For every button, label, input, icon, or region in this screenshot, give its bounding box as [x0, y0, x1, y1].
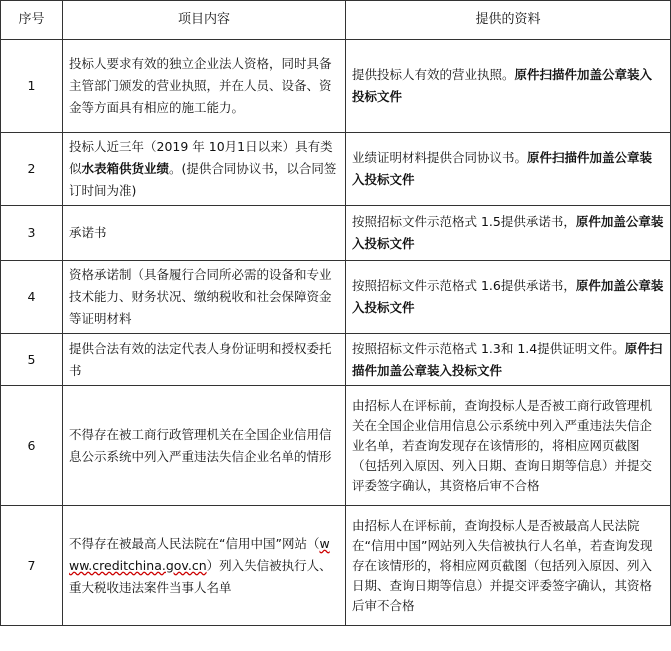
row-docs: 由招标人在评标前，查询投标人是否被工商行政管理机关在全国企业信用信息公示系统中列入严重违法失信企业名单，若查询发现存在该情形的，将相应网页截图（包括列入原因、列入日期、查询日期等信息）并提交评委签字确认，其资格后审不合格 [346, 386, 671, 506]
website-link[interactable]: www.creditchina.gov.cn [69, 535, 330, 573]
header-item: 项目内容 [63, 1, 346, 40]
row-no: 6 [1, 386, 63, 506]
item-text-tail: ）列入失信被执行人、重大税收违法案件当事人名单 [69, 557, 332, 595]
docs-text: 按照招标文件示范格式 1.3和 1.4提供证明文件。 [352, 340, 625, 356]
row-docs [346, 261, 671, 334]
docs-text: 业绩证明材料提供合同协议书。 [352, 150, 528, 165]
docs-bold-text: 原件加盖公章装入投标文件 [352, 278, 664, 315]
docs-bold-text: 原件扫描件加盖公章装入投标文件 [352, 340, 663, 378]
table-row [1, 386, 671, 506]
table-row [1, 206, 671, 261]
table-row [1, 40, 671, 133]
row-no: 5 [1, 334, 63, 386]
docs-bold-text: 原件加盖公章装入投标文件 [352, 214, 664, 251]
docs-text: 按照招标文件示范格式 1.6提供承诺书， [352, 278, 576, 293]
row-docs [346, 206, 671, 261]
item-text-tail: 。(提供合同协议书，以合同签订时间为准) [69, 161, 337, 198]
row-docs: 由招标人在评标前，查询投标人是否被最高人民法院在“信用中国”网站列入失信被执行人名单，若查询发现存在该情形的，将相应网页截图（包括列入原因、列入日期、查询日期等信息）并提交评委签字确认，其资格后审不合格 [346, 506, 671, 626]
row-docs [346, 40, 671, 133]
row-item: 提供合法有效的法定代表人身份证明和授权委托书 [63, 334, 346, 386]
docs-text: 提供投标人有效的营业执照。 [352, 67, 515, 82]
item-bold-text: 水表箱供货业绩 [81, 161, 170, 176]
row-item: 资格承诺制（具备履行合同所必需的设备和专业技术能力、财务状况、缴纳税收和社会保障资金等证明材料 [63, 261, 346, 334]
header-docs: 提供的资料 [346, 1, 671, 40]
item-text: 不得存在被最高人民法院在“信用中国”网站（ [69, 535, 320, 551]
header-row [1, 1, 671, 40]
row-no: 7 [1, 506, 63, 626]
row-item [63, 133, 346, 206]
docs-bold-text: 原件扫描件加盖公章装入投标文件 [352, 67, 653, 104]
row-docs [346, 133, 671, 206]
row-no: 1 [1, 40, 63, 133]
docs-text: 按照招标文件示范格式 1.5提供承诺书， [352, 214, 576, 229]
row-docs [346, 334, 671, 386]
table-row [1, 261, 671, 334]
row-no: 4 [1, 261, 63, 334]
row-no: 2 [1, 133, 63, 206]
row-item: 不得存在被工商行政管理机关在全国企业信用信息公示系统中列入严重违法失信企业名单的情形 [63, 386, 346, 506]
row-item: 承诺书 [63, 206, 346, 261]
item-text: 投标人近三年（2019 年 10月1日以来）具有类似 [69, 139, 333, 176]
header-no: 序号 [1, 1, 63, 40]
row-item: 投标人要求有效的独立企业法人资格，同时具备主管部门颁发的营业执照，并在人员、设备、资金等方面具有相应的施工能力。 [63, 40, 346, 133]
row-no: 3 [1, 206, 63, 261]
table-row [1, 133, 671, 206]
table-row [1, 506, 671, 626]
table-row [1, 334, 671, 386]
docs-bold-text: 原件扫描件加盖公章装入投标文件 [352, 150, 653, 187]
row-item [63, 506, 346, 626]
